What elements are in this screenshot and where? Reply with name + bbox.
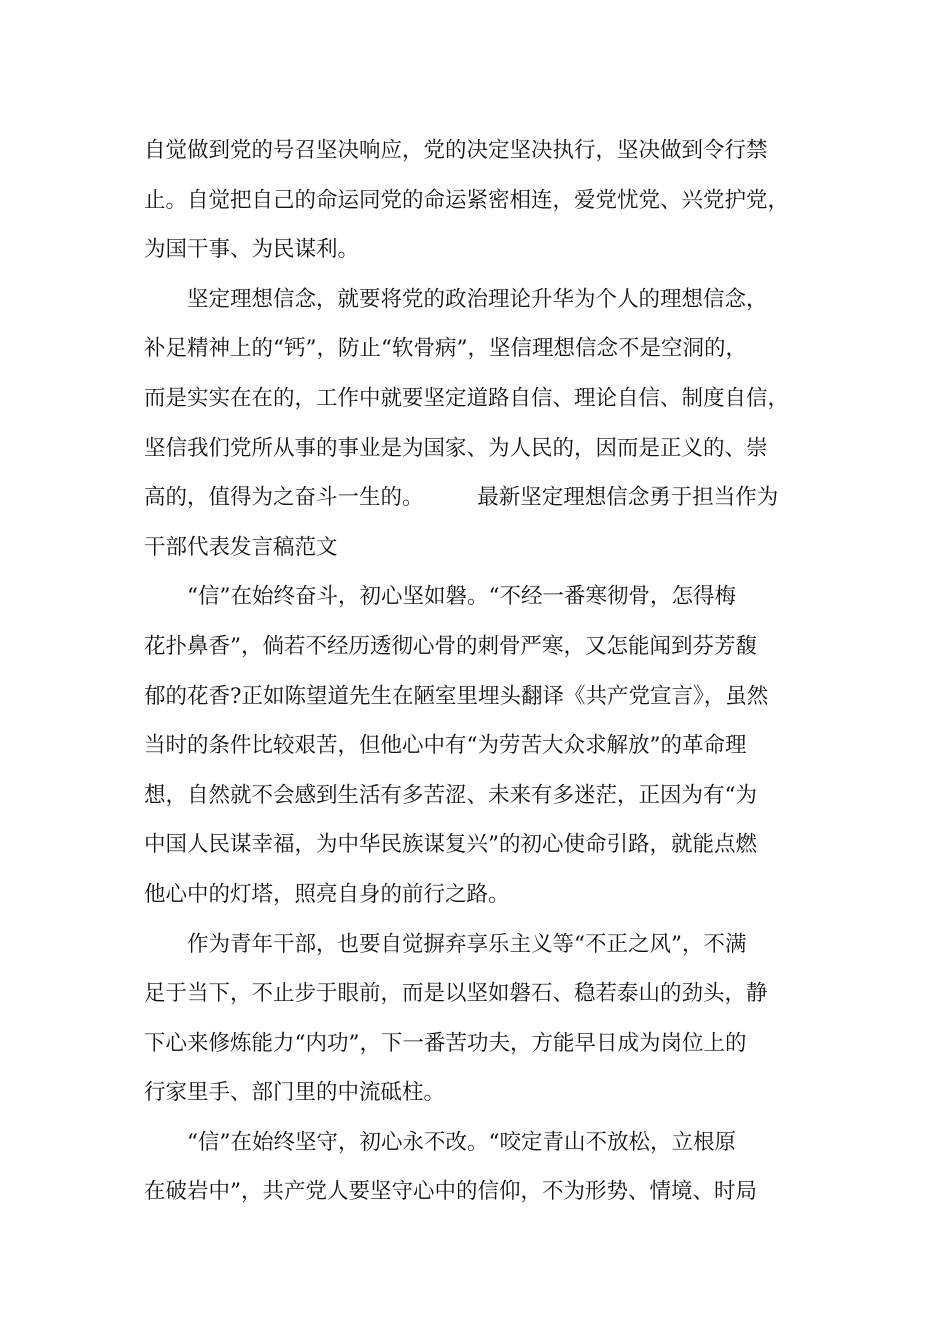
text-line: 想，自然就不会感到生活有多苦涩、未来有多迷茫，正因为有“为 bbox=[144, 782, 757, 808]
text-line: 坚信我们党所从事的事业是为国家、为人民的，因而是正义的、崇 bbox=[144, 435, 768, 461]
text-line: 为国干事、为民谋利。 bbox=[144, 237, 360, 263]
text-line: 高的，值得为之奋斗一生的。 最新坚定理想信念勇于担当作为 bbox=[144, 485, 779, 511]
text-line: 他心中的灯塔，照亮自身的前行之路。 bbox=[144, 881, 510, 907]
text-line: 下心来修炼能力“内功”，下一番苦功夫，方能早日成为岗位上的 bbox=[144, 1030, 747, 1056]
text-line: 补足精神上的“钙”，防止“软骨病”，坚信理想信念不是空洞的， bbox=[144, 336, 747, 362]
text-line: 花扑鼻香”，倘若不经历透彻心骨的刺骨严寒，又怎能闻到芬芳馥 bbox=[144, 633, 757, 659]
text-line: 而是实实在在的，工作中就要坚定道路自信、理论自信、制度自信， bbox=[144, 385, 790, 411]
text-line: 作为青年干部，也要自觉摒弃享乐主义等“不正之风”，不满 bbox=[144, 931, 747, 957]
text-line: 中国人民谋幸福，为中华民族谋复兴”的初心使命引路，就能点燃 bbox=[144, 832, 757, 858]
text-line: “信”在始终奋斗，初心坚如磐。“不经一番寒彻骨，怎得梅 bbox=[144, 584, 736, 610]
text-line: 坚定理想信念，就要将党的政治理论升华为个人的理想信念， bbox=[144, 286, 768, 312]
text-line: 郁的花香?正如陈望道先生在陋室里埋头翻译《共产党宣言》，虽然 bbox=[144, 683, 769, 709]
text-line: 在破岩中”，共产党人要坚守心中的信仰，不为形势、情境、时局 bbox=[144, 1179, 757, 1205]
document-body bbox=[144, 126, 809, 1217]
text-line: 自觉做到党的号召坚决响应，党的决定坚决执行，坚决做到令行禁 bbox=[144, 138, 768, 163]
text-line: 行家里手、部门里的中流砥柱。 bbox=[144, 1080, 446, 1106]
text-line: 干部代表发言稿范文 bbox=[144, 534, 338, 560]
text-line: 止。自觉把自己的命运同党的命运紧密相连，爱党忧党、兴党护党， bbox=[144, 187, 790, 213]
text-line: 足于当下，不止步于眼前，而是以坚如磐石、稳若泰山的劲头，静 bbox=[144, 981, 768, 1007]
text-line: 当时的条件比较艰苦，但他心中有“为劳苦大众求解放”的革命理 bbox=[144, 733, 747, 759]
text-line: “信”在始终坚守，初心永不改。“咬定青山不放松，立根原 bbox=[144, 1129, 736, 1155]
